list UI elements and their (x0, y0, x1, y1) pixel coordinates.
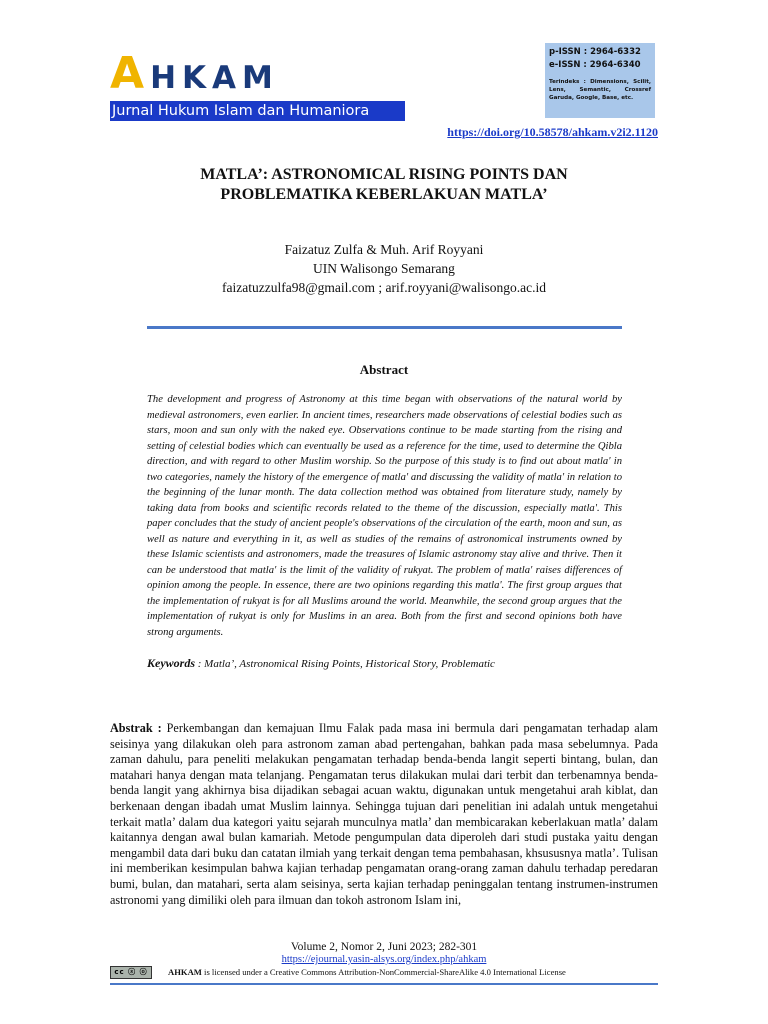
e-issn: e-ISSN : 2964-6340 (549, 60, 641, 70)
p-issn: p-ISSN : 2964-6332 (549, 47, 641, 57)
journal-subtitle: Jurnal Hukum Islam dan Humaniora (110, 101, 405, 121)
cc-license-icon[interactable]: cc ⓢ ⓞ (110, 966, 152, 979)
license-journal: AHKAM (168, 967, 202, 977)
index-list: Terindeks : Dimensions, Scilit, Lens, Semantic, Crossref Garuda, Google, Base, etc. (549, 79, 651, 101)
abstract-english: The development and progress of Astronomy at this time began with observations of the natural world by medieval astronomers, even earlier. In ancient times, researchers made observations of celestial bodies such as stars, moon and sun only with the naked eye. Observations continue to be made starting from the rising and setting of celestial bodies which can eventually be used as a reference for the time, used to determine the Qibla direction, and with regard to other Muslim worship. So the purpose of this study is to find out about matla' in two categories, namely the history of the emergence of matla' and discussing the validity of matla' in relation to the beginning of the lunar month. The data collection method was obtained from literature study, namely by taking data from books and scientific records related to the theme of the discussion, especially matla'. This paper concludes that the study of ancient people's observations of the circulation of the earth, moon and sun, as well as nature and everything in it, as well as studies of the remains of astronomical instruments owned by these Islamic scientists and astronomers, made the treasures of Islamic astronomy stay alive and thrive. Then it can be understood that matla' is the limit of the validity of rukyat. The problem of matla' raises differences of opinion among the people. In essence, there are two opinions regarding this matla'. The first group argues that the implementation of rukyat is for all Muslims around the world. Meanwhile, the second group argues that the implementation of rukyat is only for Muslims in an area. Both from the first and second opinions both have strong arguments. (147, 394, 622, 638)
title-line-1: MATLA’: ASTRONOMICAL RISING POINTS DAN (200, 166, 568, 183)
abstrak-text: Perkembangan dan kemajuan Ilmu Falak pada masa ini bermula dari pengamatan terhadap alam seisinya yang dilakukan oleh para astronom zaman abad pertengahan, bahkan pada masa sebelumnya. Pada zaman dahulu, para peneliti melakukan pengamatan terhadap benda-benda langit seperti bintang, bulan, dan matahari hanya dengan mata telanjang. Pengamatan terus dilakukan mulai dari terbit dan terbenamnya benda-benda langit yang akhirnya bisa dijadikan sebagai acuan waktu, digunakan untuk mengetahui arah kiblat, dan berkenaan dengan ibadah umat Muslim lainnya. Sehingga tujuan dari penelitian ini adalah untuk mengetahui terkait matla’ dalam dua kategori yaitu sejarah munculnya matla’ dan membicarakan keberlakuan matla’ dalam kaitannya dengan awal bulan kamariah. Metode pengumpulan data diperoleh dari studi pustaka yaitu dengan mengambil data dari buku dan catatan ilmiah yang terkait dengan tema pembahasan, khsususnya matla’. Tulisan ini memberikan kesimpulan bahwa kajian terhadap pengamatan orang-orang zaman dahulu terhadap peredaran bumi, bulan, dan matahari, serta alam seisinya, serta kajian terhadap peninggalan tentang instrumen-instrumen astronomi yang dimiliki oleh para ilmuan dan tokoh astronom Islam ini, (110, 721, 658, 907)
doi-link[interactable]: https://doi.org/10.58578/ahkam.v2i2.1120 (447, 125, 658, 139)
author-names: Faizatuz Zulfa & Muh. Arif Royyani (284, 242, 484, 257)
abstract-heading: Abstract (359, 362, 409, 377)
logo-text: HKAM (150, 60, 279, 96)
keywords (147, 656, 622, 672)
license-statement: is licensed under a Creative Commons Attribution-NonCommercial-ShareAlike 4.0 International License (201, 967, 566, 977)
volume-info: Volume 2, Nomor 2, Juni 2023; 282-301 (290, 941, 478, 953)
issn-box (545, 43, 655, 118)
divider (147, 326, 622, 329)
journal-url[interactable]: https://ejournal.yasin-alsys.org/index.php/ahkam (281, 954, 487, 965)
keywords-label: Keywords (147, 656, 195, 670)
license-text (168, 967, 566, 977)
abstract-indonesian (110, 721, 658, 908)
title-line-2: PROBLEMATIKA KEBERLAKUAN MATLA’ (220, 186, 548, 203)
article-title (110, 165, 658, 205)
abstrak-label: Abstrak : (110, 721, 162, 735)
logo-letter-a: A (110, 48, 151, 99)
author-block (110, 240, 658, 297)
journal-logo (110, 48, 279, 99)
author-affiliation: UIN Walisongo Semarang (313, 261, 455, 276)
footer-divider (110, 983, 658, 985)
author-emails: faizatuzzulfa98@gmail.com ; arif.royyani@walisongo.ac.id (222, 280, 546, 295)
keywords-list: : Matla’, Astronomical Rising Points, Historical Story, Problematic (197, 658, 495, 670)
